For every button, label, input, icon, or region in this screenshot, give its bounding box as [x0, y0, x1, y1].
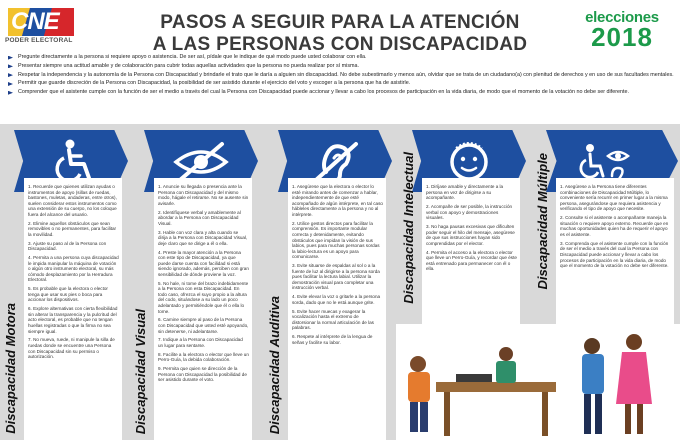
step-text: 4. Permita el acceso a la electora o elector que lleve un Perro-Guía, y recordar que éste está entrenado para permanecer con él o ella. [426, 249, 517, 272]
elections-word: elecciones [585, 9, 659, 26]
intro-bullet-list [4, 54, 676, 98]
elections-2018-logo [572, 9, 672, 52]
step-text: 1. Recuerde que quienes utilizan ayudas o instrumentos de apoyo (sillas de ruedas, bastones, muletas, andaderas, entre otros), suelen considerar estos instrumentos como una extensión de su cuerpo, no los coloque fuera del alcance del usuario. [28, 184, 117, 217]
step-text: 6. Camine siempre al paso de la Persona con Discapacidad que usted esté apoyando, sin detenerse, ni adelantarse. [158, 317, 249, 334]
step-text: 8. Facilite a la electora o elector que lleve un Perro-Guía, la debida colaboración. [158, 351, 249, 363]
category-label-text: Discapacidad Visual [133, 308, 148, 434]
step-text: 6. Respete al intérprete de la lengua de señas y facilite su labor. [292, 334, 373, 345]
voting-scene-illustration [396, 324, 680, 440]
step-text: 4. Permita a una persona cuya discapacidad le impida manipular la máquina de votación o algún otro instrumento electoral, su más cómodo desplazamiento por la Herradura Electoral. [28, 255, 119, 283]
intro-bullet: Comprender que el asistente cumple con la función de ser el medio a través del cual la Persona con Discapacidad puede accionar y llevar a cabo los procesos de participación en la vida diaria, de modo que el momento de la votación no debe ser diferente. [4, 89, 676, 96]
step-text: 1. Anuncie su llegada o presencia ante la Persona con Discapacidad y del mismo modo, hágale el retirarse. No se ausente sin avisarle. [158, 184, 249, 206]
step-text: 2. Consulte si el asistente o acompañante maneja la situación o requiere apoyo externo. Recuerde que en muchas oportunidades quien ha de requerir el apoyo es el asistente. [560, 215, 669, 237]
step-text: 7. Indique a la Persona con Discapacidad un lugar para sentarse. [158, 337, 243, 348]
intro-bullet: Presentar siempre una actitud amable y de colaboración para cubrir todas aquellas actividades que la persona no pueda realizar por sí misma. [4, 63, 676, 70]
category-label [0, 284, 26, 434]
elections-year: 2018 [591, 22, 653, 52]
step-text: 2. Acompañe de ser posible, la instrucción verbal con apoyo y demostraciones visuales. [426, 203, 513, 221]
category-steps [288, 178, 386, 440]
category-label-text: Discapacidad Motora [3, 303, 18, 434]
step-text: 2. Elimine aquellos obstáculos que sean removibles o no permanentes, para facilitar la movilidad. [28, 220, 117, 237]
category-label-text: Discapacidad Intelectual [401, 152, 416, 304]
step-text: 1. Asegúrese a la Persona tiene diferentes combinaciones de Discapacidad Múltiple, lo conveniente sería recurrir en primer lugar a la misma persona, asegurándose que requiera asistencia y verificando el tipo de apoyo que necesite. [560, 184, 668, 212]
step-text: 4. Preste la mayor atención a la Persona con este tipo de Discapacidad, ya que puede darse cuenta con facilidad si está siendo ignorado, además, perciben con gran sensibilidad de dónde proviene la voz. [158, 249, 249, 277]
intro-bullet: Pregunte directamente a la persona si requiere apoyo o asistencia. De ser así, pídale que le indique de qué modo puede usted colaborar con ella. [4, 54, 676, 61]
step-text: 3. Comprenda que el asistente cumple con la función de ser el medio a través del cual la Persona con Discapacidad puede accionar y llevar a cabo los procesos de participación en la vida diaria, de modo que el momento de la votación no debe ser diferente. [560, 240, 669, 269]
step-text: 5. No hale, ni tome del brazo indebidamente a la Persona con esta Discapacidad. En todo caso, ofrezca el suyo propio a la altura del codo, situándose a su lado un poco adelantado y permitiéndole que él o ella lo tome. [158, 280, 249, 314]
step-text: 1. Asegúrese que la electora o elector lo esté mirando antes de comenzar a hablar, independientemente de que esté acompañado de algún intérprete, en tal caso hábleles directamente a la persona y no al intérprete. [292, 184, 383, 217]
step-text: 3. Evite situarse de espaldas al sol o a la fuente de luz al dirigirse a la persona sorda pues facilitar la lectura labial. Utilizar la demostración visual para completar una instrucción verbal. [292, 263, 380, 291]
step-text: 3. No haga pausas excesivas que dificulten poder seguir el hilo del mensaje, asegúrese de que sus instrucciones hayan sido comprendidas por el elector. [426, 223, 515, 246]
step-text: 2. Utilice gestos directos para facilitar la comprensión. Es importante modular correcta y detenidamente, evitando obstáculos que impidan la visión de sus labios, pues para muchas personas sordas la labio-lectura es un apoyo para comunicarse. [292, 220, 380, 260]
category-visual [130, 124, 260, 440]
step-text: 4. Evite elevar la voz o gritarle a la persona sorda, dado que no le está aunque grite. [292, 294, 381, 305]
intro-bullet: Permitir que guarde discreción de la Persona con Discapacidad, la posibilidad de ser asistido durante el ejercicio del voto y escoger a la persona que ha de asistirle. [4, 80, 676, 87]
category-label-text: Discapacidad Auditiva [267, 295, 282, 434]
step-text: 6. Explore alternativas con cierta flexibilidad sin alterar la transparencia y la pulcritud del acto electoral, es probable que no tengan huellas registradas o que la firma no sea siempre igual. [28, 306, 118, 334]
step-text: 1. Diríjase amable y directamente a la persona en vez de dirigirse a su acompañante. [426, 184, 504, 201]
step-text: 3. Hable con voz clara y alta cuando se dirija a la Persona con Discapacidad Visual, deje claro que se dirige a él o ella. [158, 229, 248, 246]
category-steps [154, 178, 252, 440]
step-text: 5. Es probable que la electora o elector tenga que usar sus pies o boca para accionar los dispositivos. [28, 286, 108, 303]
title-line-2: A LAS PERSONAS CON DISCAPACIDAD [152, 34, 528, 55]
step-text: 5. Evite hacer muecas y exagerar la vocalización hasta el extremo de distorsionar la normal articulación de las palabras. [292, 308, 374, 331]
cne-logo [4, 8, 76, 48]
category-auditiva [264, 124, 394, 440]
category-label [126, 284, 156, 434]
logo-subtext: PODER ELECTORAL [5, 37, 73, 44]
category-label-text: Discapacidad Múltiple [535, 153, 550, 290]
step-text: 3. Ajuste su paso al de la Persona con Discapacidad. [28, 240, 107, 252]
step-text: 2. Identifíquese verbal y amablemente al abordar a la Persona con Discapacidad Visual. [158, 209, 241, 226]
title-line-1: PASOS A SEGUIR PARA LA ATENCIÓN [160, 12, 520, 33]
category-label [528, 153, 558, 290]
page-title [120, 12, 560, 56]
category-motora [0, 124, 130, 440]
step-text: 7. No mueva, ruede, ni manipule la silla de ruedas donde se encuentre una Persona con Discapacidad sin su permiso o autorización. [28, 337, 115, 360]
category-label [260, 284, 290, 434]
step-text: 9. Permita que quien se dirección de la Persona con Discapacidad la posibilidad de ser asistido durante el voto. [158, 366, 247, 383]
category-steps [24, 178, 122, 440]
logo-text: CNE [11, 8, 59, 35]
category-label [394, 152, 424, 304]
intro-bullet: Respetar la independencia y la autonomía de la Persona con Discapacidad y brindarle el trato que le daría a alguien sin discapacidad. No debe subestimarlo y menos aún, olvidar que se trata de un ciudadano(a) con plenitud de derechos y en uso de sus facultades mentales. [4, 72, 676, 79]
